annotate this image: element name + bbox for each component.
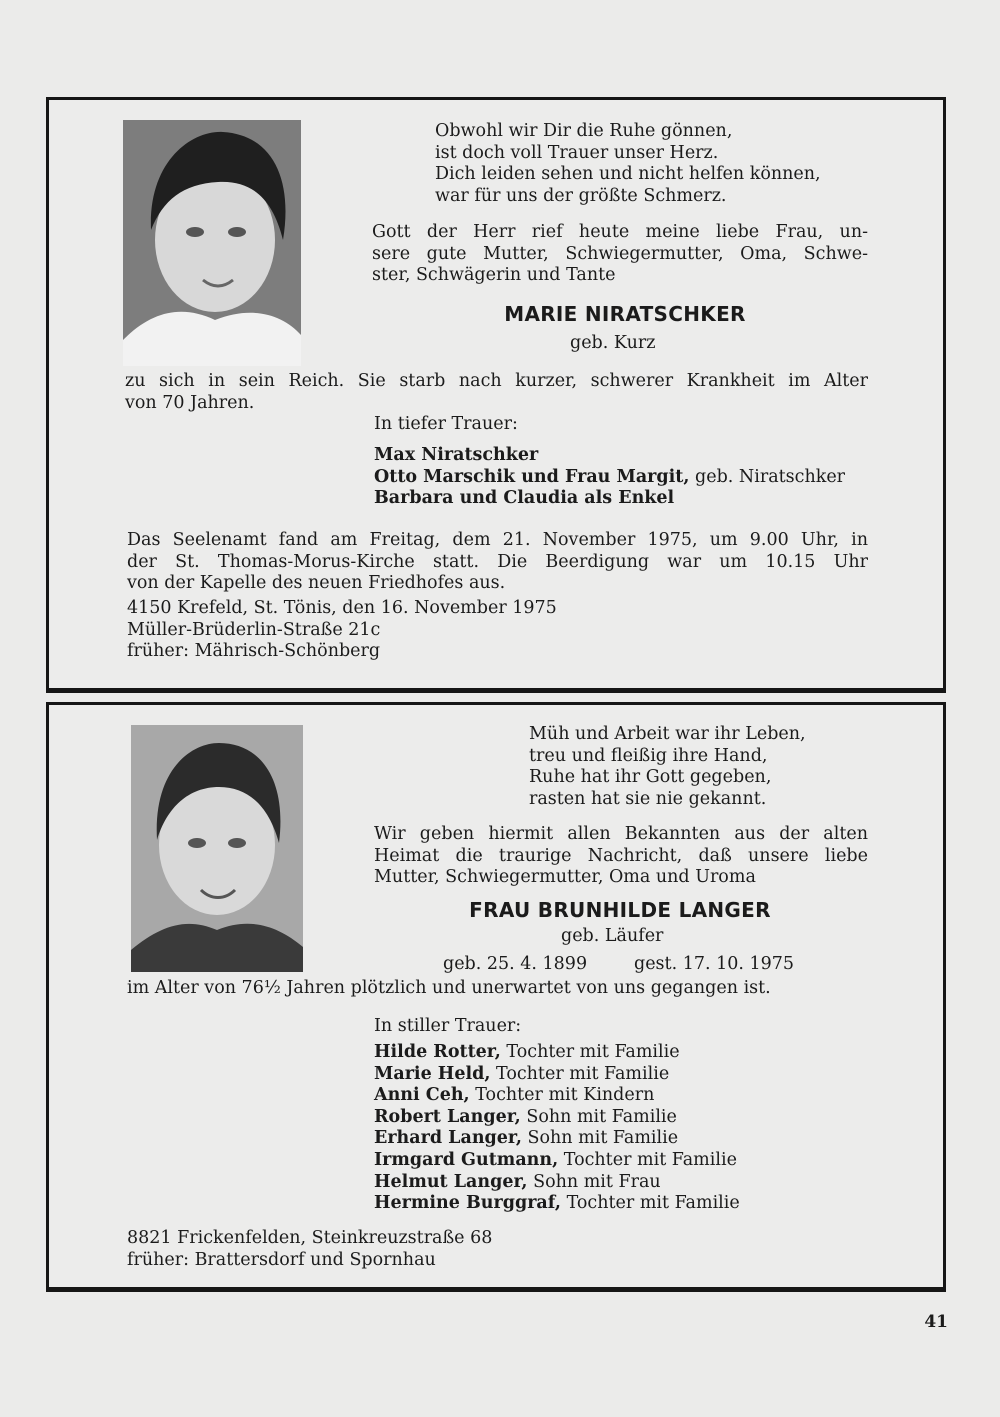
mourner-line [374, 488, 845, 510]
intro-line: Mutter, Schwiegermutter, Oma und Uroma [374, 867, 756, 888]
intro-line: ster, Schwägerin und Tante [372, 265, 616, 286]
mourner-name: Robert Langer, [374, 1106, 521, 1127]
mourner-relation: geb. Niratschker [689, 466, 846, 487]
mourner-name: Hermine Burggraf, [374, 1193, 562, 1214]
page-number: 41 [924, 1312, 948, 1332]
mourner-relation: Tochter mit Kindern [469, 1085, 655, 1106]
service-line: der St. Thomas-Morus-Kirche statt. Die Beerdigung war um 10.15 Uhr [127, 551, 868, 572]
mourning-heading: In stiller Trauer: [374, 1016, 522, 1036]
mourning-heading: In tiefer Trauer: [374, 414, 518, 434]
poem-line: treu und fleißig ihre Hand, [529, 745, 768, 766]
portrait-image [131, 725, 303, 972]
mourner-relation: Tochter mit Familie [500, 1042, 680, 1062]
mourner-line [374, 1042, 740, 1064]
birth-date: geb. 25. 4. 1899 [443, 954, 588, 974]
address-block [127, 598, 557, 663]
intro-text [372, 222, 868, 287]
poem-line: ist doch voll Trauer unser Herz. [435, 142, 719, 163]
mourners-list [374, 1042, 740, 1215]
poem-block [435, 121, 821, 207]
death-line: von 70 Jahren. [125, 392, 255, 413]
death-text: im Alter von 76½ Jahren plötzlich und unerwartet von uns gegangen ist. [127, 978, 771, 998]
maiden-name: geb. Kurz [570, 333, 656, 353]
mourner-name: Marie Held, [374, 1063, 491, 1084]
service-line: von der Kapelle des neuen Friedhofes aus. [127, 573, 506, 594]
address-line: früher: Mährisch-Schönberg [127, 641, 381, 662]
address-line: 8821 Frickenfelden, Steinkreuzstraße 68 [127, 1228, 493, 1248]
mourner-line [374, 1128, 740, 1150]
intro-line: Gott der Herr rief heute meine liebe Frau, un- [372, 222, 868, 242]
mourner-line [374, 1150, 740, 1172]
poem-line: Müh und Arbeit war ihr Leben, [529, 724, 806, 744]
mourner-name: Otto Marschik und Frau Margit, [374, 466, 690, 487]
mourner-relation: Sohn mit Familie [521, 1128, 679, 1149]
service-line: Das Seelenamt fand am Freitag, dem 21. November 1975, um 9.00 Uhr, in [127, 530, 868, 550]
poem-line: Ruhe hat ihr Gott gegeben, [529, 767, 772, 788]
portrait-photo-marie [123, 120, 301, 366]
address-block [127, 1228, 492, 1271]
intro-line: Wir geben hiermit allen Bekannten aus der alten [374, 824, 868, 844]
intro-line: sere gute Mutter, Schwiegermutter, Oma, Schwe- [372, 243, 868, 264]
service-text [127, 530, 868, 595]
address-line: 4150 Krefeld, St. Tönis, den 16. November 1975 [127, 598, 557, 618]
mourner-name: Anni Ceh, [374, 1085, 470, 1106]
mourner-name: Max Niratschker [374, 445, 539, 465]
mourner-name: Barbara und Claudia als Enkel [374, 488, 675, 509]
portrait-image [123, 120, 301, 366]
mourner-relation: Tochter mit Familie [558, 1149, 737, 1170]
mourner-line [374, 445, 845, 467]
mourner-relation: Tochter mit Familie [561, 1193, 740, 1214]
mourner-line [374, 1064, 740, 1086]
poem-line: Obwohl wir Dir die Ruhe gönnen, [435, 121, 733, 141]
mourner-line [374, 467, 845, 489]
address-line: früher: Brattersdorf und Spornhau [127, 1249, 436, 1270]
mourner-relation: Tochter mit Familie [490, 1063, 670, 1084]
maiden-name: geb. Läufer [561, 926, 664, 946]
death-text [125, 371, 868, 414]
mourner-line [374, 1193, 740, 1215]
death-date: gest. 17. 10. 1975 [634, 954, 795, 974]
address-line: Müller-Brüderlin-Straße 21c [127, 619, 381, 640]
intro-text [374, 824, 868, 889]
intro-line: Heimat die traurige Nachricht, daß unsere liebe [374, 845, 868, 866]
mourner-name: Helmut Langer, [374, 1171, 528, 1192]
deceased-name: MARIE NIRATSCHKER [504, 302, 746, 326]
poem-line: Dich leiden sehen und nicht helfen können, [435, 164, 821, 185]
mourner-relation: Sohn mit Familie [520, 1106, 677, 1127]
mourner-name: Erhard Langer, [374, 1128, 522, 1149]
portrait-photo-brunhilde [131, 725, 303, 972]
death-line: zu sich in sein Reich. Sie starb nach kurzer, schwerer Krankheit im Alter [125, 371, 868, 391]
mourner-name: Irmgard Gutmann, [374, 1149, 559, 1170]
mourner-line [374, 1107, 740, 1129]
mourner-relation: Sohn mit Frau [527, 1171, 661, 1192]
deceased-name: FRAU BRUNHILDE LANGER [469, 898, 771, 922]
mourners-list [374, 445, 845, 510]
poem-line: war für uns der größte Schmerz. [435, 185, 727, 206]
poem-block [529, 724, 806, 810]
mourner-line [374, 1085, 740, 1107]
mourner-name: Hilde Rotter, [374, 1042, 501, 1062]
mourner-line [374, 1172, 740, 1194]
poem-line: rasten hat sie nie gekannt. [529, 788, 767, 809]
